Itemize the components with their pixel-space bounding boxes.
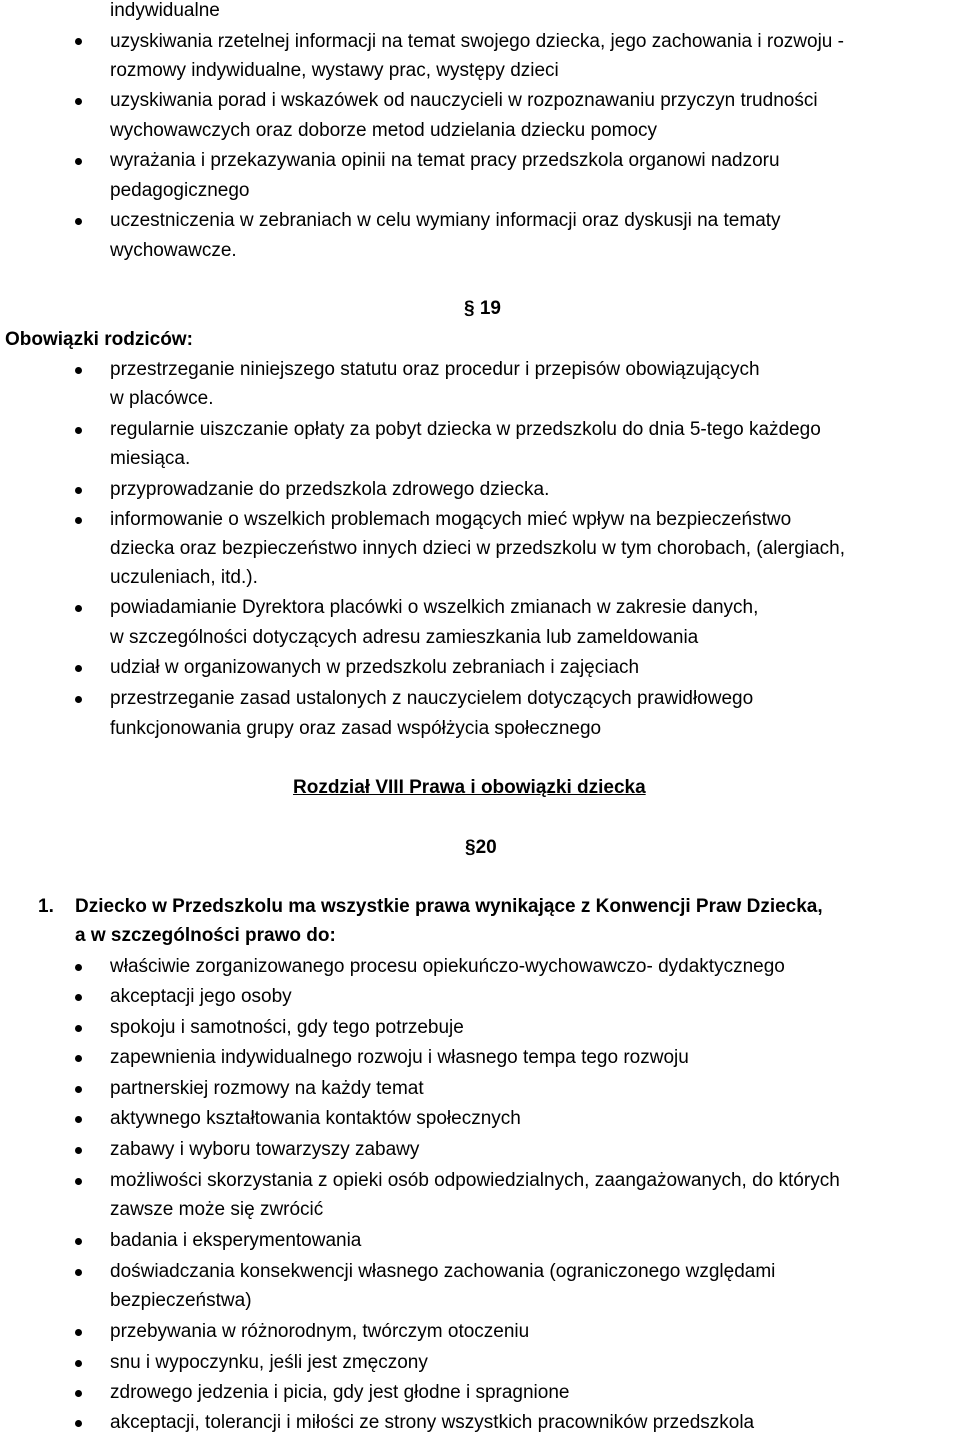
list-item-continuation: uczuleniach, itd.). (110, 567, 258, 588)
list-item: zabawy i wyboru towarzyszy zabawy (110, 1139, 420, 1160)
bullet-icon (75, 665, 82, 672)
bullet-icon (75, 1116, 82, 1123)
bullet-icon (75, 964, 82, 971)
list-item-continuation: funkcjonowania grupy oraz zasad współżycia społecznego (110, 718, 602, 739)
bullet-icon (75, 1086, 82, 1093)
bullet-icon (75, 98, 82, 105)
list-item: akceptacji jego osoby (110, 986, 292, 1007)
bullet-icon (75, 1025, 82, 1032)
list-item: partnerskiej rozmowy na każdy temat (110, 1078, 424, 1099)
list-item: regularnie uiszczanie opłaty za pobyt dziecka w przedszkolu do dnia 5-tego każdego (110, 419, 821, 440)
list-item: uzyskiwania rzetelnej informacji na temat swojego dziecka, jego zachowania i rozwoju - (110, 31, 844, 52)
list-item: przyprowadzanie do przedszkola zdrowego dziecka. (110, 479, 550, 500)
bullet-icon (75, 994, 82, 1001)
bullet-icon (75, 218, 82, 225)
bullet-icon (75, 696, 82, 703)
bullet-icon (75, 427, 82, 434)
list-item-continuation: dziecka oraz bezpieczeństwo innych dzieci w przedszkolu w tym chorobach, (alergiach, (110, 538, 846, 559)
list-item-continuation: bezpieczeństwa) (110, 1290, 252, 1311)
item-intro-continuation: a w szczególności prawo do: (75, 925, 336, 946)
list-item: uczestniczenia w zebraniach w celu wymiany informacji oraz dyskusji na tematy (110, 210, 781, 231)
bullet-icon (75, 1390, 82, 1397)
bullet-icon (75, 1420, 82, 1427)
bullet-icon (75, 1147, 82, 1154)
list-item: możliwości skorzystania z opieki osób odpowiedzialnych, zaangażowanych, do których (110, 1170, 840, 1191)
bullet-icon (75, 1178, 82, 1185)
bullet-icon (75, 517, 82, 524)
list-item: przestrzeganie niniejszego statutu oraz procedur i przepisów obowiązujących (110, 359, 760, 380)
bullet-icon (75, 605, 82, 612)
list-item: badania i eksperymentowania (110, 1230, 362, 1251)
bullet-icon (75, 1360, 82, 1367)
bullet-icon (75, 367, 82, 374)
list-item-continuation: w placówce. (110, 388, 214, 409)
list-item-continuation: indywidualne (110, 0, 220, 21)
list-item-continuation: wychowawczych oraz doborze metod udzielania dziecku pomocy (110, 120, 658, 141)
list-item: doświadczania konsekwencji własnego zachowania (ograniczonego względami (110, 1261, 776, 1282)
list-item: udział w organizowanych w przedszkolu zebraniach i zajęciach (110, 657, 640, 678)
bullet-icon (75, 158, 82, 165)
list-item: informowanie o wszelkich problemach mogących mieć wpływ na bezpieczeństwo (110, 509, 792, 530)
item-intro: Dziecko w Przedszkolu ma wszystkie prawa wynikające z Konwencji Praw Dziecka, (75, 896, 823, 917)
bullet-icon (75, 487, 82, 494)
list-item: zdrowego jedzenia i picia, gdy jest głodne i spragnione (110, 1382, 570, 1403)
list-item: powiadamianie Dyrektora placówki o wszelkich zmianach w zakresie danych, (110, 597, 759, 618)
list-item: uzyskiwania porad i wskazówek od nauczycieli w rozpoznawaniu przyczyn trudności (110, 90, 818, 111)
list-item-continuation: zawsze może się zwrócić (110, 1199, 324, 1220)
bullet-icon (75, 1269, 82, 1276)
list-item: spokoju i samotności, gdy tego potrzebuje (110, 1017, 464, 1038)
list-item: snu i wypoczynku, jeśli jest zmęczony (110, 1352, 428, 1373)
item-number: 1. (38, 896, 54, 917)
list-item-continuation: w szczególności dotyczących adresu zamieszkania lub zameldowania (110, 627, 699, 648)
section-sign-19: § 19 (464, 298, 501, 319)
bullet-icon (75, 1055, 82, 1062)
list-item: aktywnego kształtowania kontaktów społecznych (110, 1108, 521, 1129)
list-item-continuation: rozmowy indywidualne, wystawy prac, występy dzieci (110, 60, 559, 81)
list-item-continuation: miesiąca. (110, 448, 191, 469)
list-item: zapewnienia indywidualnego rozwoju i własnego tempa tego rozwoju (110, 1047, 689, 1068)
list-item-continuation: pedagogicznego (110, 180, 250, 201)
list-item-continuation: wychowawcze. (110, 240, 237, 261)
bullet-icon (75, 1238, 82, 1245)
list-item: właściwie zorganizowanego procesu opiekuńczo-wychowawczo- dydaktycznego (110, 956, 785, 977)
section-heading: Obowiązki rodziców: (5, 329, 193, 350)
list-item: przebywania w różnorodnym, twórczym otoczeniu (110, 1321, 530, 1342)
list-item: akceptacji, tolerancji i miłości ze strony wszystkich pracowników przedszkola (110, 1412, 755, 1433)
bullet-icon (75, 1329, 82, 1336)
list-item: przestrzeganie zasad ustalonych z nauczycielem dotyczących prawidłowego (110, 688, 754, 709)
section-sign-20: §20 (465, 837, 497, 858)
list-item: wyrażania i przekazywania opinii na temat pracy przedszkola organowi nadzoru (110, 150, 780, 171)
bullet-icon (75, 38, 82, 45)
chapter-title: Rozdział VIII Prawa i obowiązki dziecka (293, 777, 646, 798)
